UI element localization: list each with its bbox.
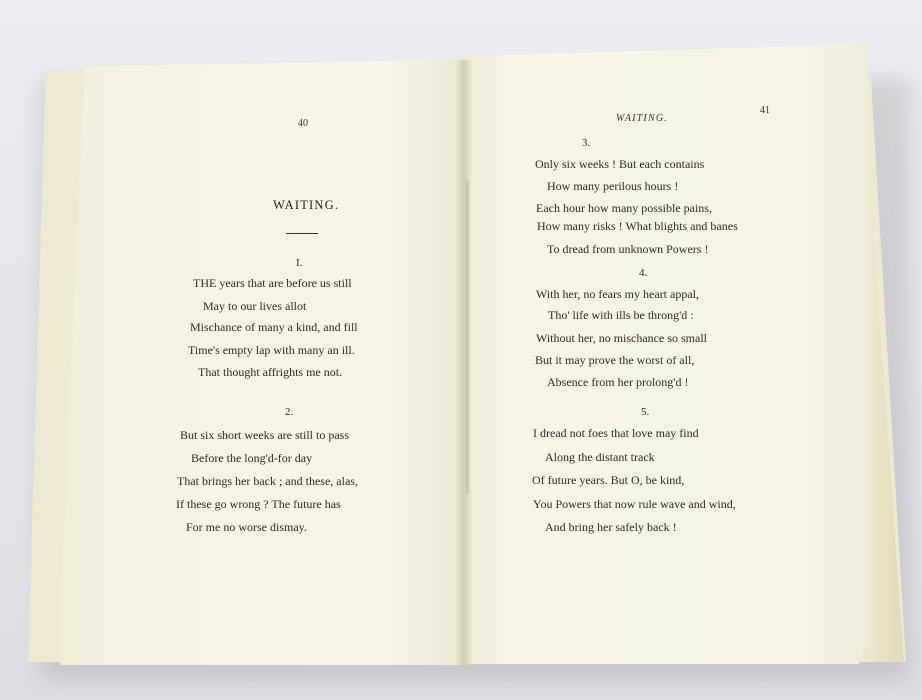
title-rule (286, 233, 318, 234)
section-4-line: Tho' life with ills be throng'd : (548, 308, 694, 322)
section-2-line: If these go wrong ? The future has (176, 497, 341, 511)
section-1-line: Mischance of many a kind, and fill (190, 320, 358, 334)
section-5-line: I dread not foes that love may find (533, 426, 699, 440)
section-5-line: Along the distant track (545, 450, 655, 464)
section-1-line: May to our lives allot (203, 299, 307, 313)
section-1-line: That thought affrights me not. (198, 365, 343, 379)
section-3-line: How many perilous hours ! (547, 179, 679, 193)
running-head: WAITING. (616, 113, 668, 124)
right-page-number: 41 (760, 105, 770, 116)
section-5-line: And bring her safely back ! (545, 520, 677, 534)
poem-title: WAITING. (273, 198, 340, 212)
section-2-numeral: 2. (285, 406, 294, 418)
section-2-line: For me no worse dismay. (186, 520, 307, 534)
left-page-number: 40 (298, 118, 308, 129)
section-5-line: Of future years. But O, be kind, (532, 473, 685, 487)
section-4-line: With her, no fears my heart appal, (536, 287, 699, 301)
section-4-line: Without her, no mischance so small (536, 331, 707, 345)
left-page (60, 60, 470, 665)
section-2-line: Before the long'd-for day (191, 451, 313, 465)
binding-stitch (465, 180, 469, 494)
section-3-line: Each hour how many possible pains, (536, 201, 712, 215)
section-3-line: How many risks ! What blights and banes (537, 219, 738, 233)
section-4-line: But it may prove the worst of all, (535, 353, 695, 367)
section-4-line: Absence from her prolong'd ! (547, 375, 689, 389)
book-gutter (456, 60, 472, 665)
section-5-numeral: 5. (641, 406, 650, 418)
section-5-line: You Powers that now rule wave and wind, (533, 497, 736, 511)
section-3-numeral: 3. (582, 137, 591, 149)
section-3-line: To dread from unknown Powers ! (547, 242, 709, 256)
section-1-line: Time's empty lap with many an ill. (188, 343, 355, 357)
section-4-numeral: 4. (639, 267, 648, 279)
section-2-line: That brings her back ; and these, alas, (177, 474, 358, 488)
section-1-line: THE years that are before us still (193, 276, 352, 290)
section-2-line: But six short weeks are still to pass (180, 428, 349, 442)
section-1-numeral: I. (296, 257, 303, 269)
section-3-line: Only six weeks ! But each contains (535, 157, 705, 171)
